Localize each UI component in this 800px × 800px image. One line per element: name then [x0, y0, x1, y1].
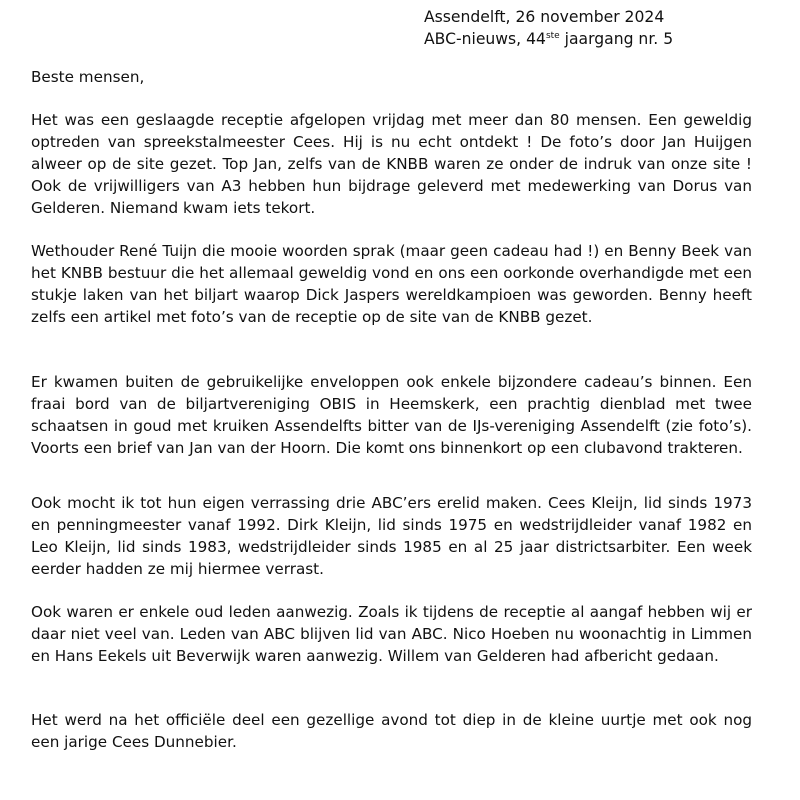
paragraph-guests: Wethouder René Tuijn die mooie woorden sprak (maar geen cadeau had !) en Benny Beek van het KNBB bestuur die het allemaal geweldig vond en ons een oorkonde overhandigde met een stukje laken van het biljart waarop Dick Jaspers wereldkampioen was geworden. Benny heeft zelfs een artikel met foto’s van de receptie op de site van de KNBB gezet.	[31, 242, 752, 326]
paragraph-reception: Het was een geslaagde receptie afgelopen vrijdag met meer dan 80 mensen. Een geweldig optreden van spreekstalmeester Cees. Hij is nu echt ontdekt ! De foto’s door Jan Huijgen alweer op de site gezet. Top Jan, zelfs van de KNBB waren ze onder de indruk van onze site ! Ook de vrijwilligers van A3 hebben hun bijdrage geleverd met medewerking van Dorus van Gelderen. Niemand kwam iets tekort.	[31, 111, 752, 217]
place-date: Assendelft, 26 november 2024	[424, 8, 665, 26]
letter-header	[424, 6, 673, 50]
salutation: Beste mensen,	[31, 68, 145, 86]
issue-prefix: ABC-nieuws, 44	[424, 30, 546, 48]
paragraph-honorary-members: Ook mocht ik tot hun eigen verrassing drie ABC’ers erelid maken. Cees Kleijn, lid sinds 1973 en penningmeester vanaf 1992. Dirk Kleijn, lid sinds 1975 en wedstrijdleider vanaf 1982 en Leo Kleijn, lid sinds 1983, wedstrijdleider sinds 1985 en al 25 jaar districtsarbiter. Een week eerder hadden ze mij hiermee verrast.	[31, 494, 752, 578]
paragraph-gifts: Er kwamen buiten de gebruikelijke enveloppen ook enkele bijzondere cadeau’s binnen. Een fraai bord van de biljartvereniging OBIS in Heemskerk, een prachtig dienblad met twee schaatsen in goud met kruiken Assendelfts bitter van de IJs-vereniging Assendelft (zie foto’s). Voorts een brief van Jan van der Hoorn. Die komt ons binnenkort op een clubavond trakteren.	[31, 373, 752, 457]
issue-ordinal-suffix: ste	[545, 31, 560, 41]
issue-suffix: jaargang nr. 5	[559, 30, 674, 48]
issue-line	[424, 28, 673, 50]
paragraph-former-members: Ook waren er enkele oud leden aanwezig. Zoals ik tijdens de receptie al aangaf hebben wij er daar niet veel van. Leden van ABC blijven lid van ABC. Nico Hoeben nu woonachtig in Limmen en Hans Eekels uit Beverwijk waren aanwezig. Willem van Gelderen had afbericht gedaan.	[31, 603, 752, 665]
paragraph-closing: Het werd na het officiële deel een gezellige avond tot diep in de kleine uurtje met ook nog een jarige Cees Dunnebier.	[31, 711, 752, 751]
